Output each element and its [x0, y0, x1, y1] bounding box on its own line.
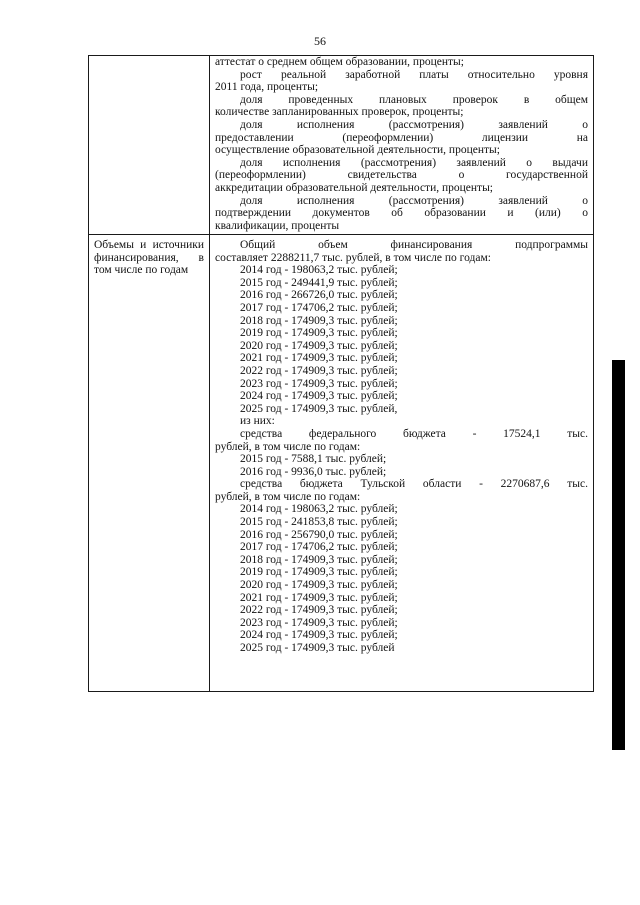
indicator-line: подтверждении документов об образовании и (или) о	[215, 207, 588, 220]
financing-line: 2025 год - 174909,3 тыс. рублей	[240, 642, 395, 654]
financing-line: 2019 год - 174909,3 тыс. рублей;	[240, 566, 398, 579]
financing-line: средства федерального бюджета - 17524,1 тыс.	[240, 427, 588, 440]
financing-line: 2014 год - 198063,2 тыс. рублей;	[240, 503, 398, 516]
financing-line: 2025 год - 174909,3 тыс. рублей,	[240, 402, 398, 415]
financing-line: рублей, в том числе по годам:	[215, 490, 361, 503]
financing-line: Общий объем финансирования подпрограммы	[240, 239, 588, 251]
financing-line: средства бюджета Тульской области - 2270687,6 тыс.	[240, 478, 588, 491]
indicator-line: доля проведенных плановых проверок в общем	[240, 93, 588, 106]
indicators-text-cell	[210, 56, 594, 235]
financing-text-cell	[210, 235, 594, 692]
financing-line: 2024 год - 174909,3 тыс. рублей;	[240, 629, 398, 642]
financing-line: из них:	[240, 415, 275, 428]
indicator-line: осуществление образовательной деятельности, проценты;	[215, 144, 500, 157]
indicators-left-cell	[89, 56, 210, 235]
financing-line: 2021 год - 174909,3 тыс. рублей;	[240, 591, 398, 604]
table-row-indicators	[89, 56, 594, 235]
indicator-line: 2011 года, проценты;	[215, 81, 319, 94]
indicator-line: аккредитации образовательной деятельности, проценты;	[215, 181, 494, 194]
financing-line: 2020 год - 174909,3 тыс. рублей;	[240, 579, 398, 592]
financing-line: 2015 год - 7588,1 тыс. рублей;	[240, 453, 387, 466]
financing-line: 2024 год - 174909,3 тыс. рублей;	[240, 390, 398, 403]
financing-lines	[215, 239, 588, 655]
financing-line: 2018 год - 174909,3 тыс. рублей;	[240, 314, 398, 327]
financing-line: 2015 год - 241853,8 тыс. рублей;	[240, 516, 398, 529]
table-row-financing	[89, 235, 594, 692]
scan-edge-bar	[612, 360, 625, 750]
indicator-line: квалификации, проценты	[215, 219, 340, 232]
financing-line: 2014 год - 198063,2 тыс. рублей;	[240, 264, 398, 277]
financing-line: рублей, в том числе по годам:	[215, 440, 361, 453]
financing-line: 2015 год - 249441,9 тыс. рублей;	[240, 276, 398, 289]
financing-line: 2018 год - 174909,3 тыс. рублей;	[240, 553, 398, 566]
indicators-lines	[215, 56, 588, 232]
financing-line: 2019 год - 174909,3 тыс. рублей;	[240, 327, 398, 340]
indicator-line: рост реальной заработной платы относительно уровня	[240, 68, 588, 81]
financing-line: 2017 год - 174706,2 тыс. рублей;	[240, 541, 398, 554]
indicator-line: доля исполнения (рассмотрения) заявлений о	[240, 118, 588, 131]
financing-line: 2021 год - 174909,3 тыс. рублей;	[240, 352, 398, 365]
financing-line: составляет 2288211,7 тыс. рублей, в том числе по годам:	[215, 251, 491, 264]
financing-line: 2022 год - 174909,3 тыс. рублей;	[240, 364, 398, 377]
financing-line: 2023 год - 174909,3 тыс. рублей;	[240, 616, 398, 629]
passport-table	[88, 55, 594, 692]
financing-line: 2016 год - 9936,0 тыс. рублей;	[240, 465, 387, 478]
indicator-line: доля исполнения (рассмотрения) заявлений о	[240, 194, 588, 207]
financing-line: 2016 год - 266726,0 тыс. рублей;	[240, 289, 398, 302]
financing-line: 2022 год - 174909,3 тыс. рублей;	[240, 604, 398, 617]
financing-line: 2023 год - 174909,3 тыс. рублей;	[240, 377, 398, 390]
financing-line: 2016 год - 256790,0 тыс. рублей;	[240, 528, 398, 541]
financing-label-cell: Объемы и источники финансирования, в том числе по годам	[89, 235, 210, 692]
financing-line: 2020 год - 174909,3 тыс. рублей;	[240, 339, 398, 352]
indicator-line: аттестат о среднем общем образовании, проценты;	[215, 56, 464, 68]
indicator-line: количестве запланированных проверок, проценты;	[215, 106, 464, 119]
financing-line: 2017 год - 174706,2 тыс. рублей;	[240, 301, 398, 314]
indicator-line: (переоформлении) свидетельства о государственной	[215, 169, 588, 182]
indicator-line: доля исполнения (рассмотрения) заявлений о выдачи	[240, 156, 588, 169]
page-number: 56	[314, 34, 326, 48]
indicator-line: предоставлении (переоформлении) лицензии на	[215, 131, 588, 144]
